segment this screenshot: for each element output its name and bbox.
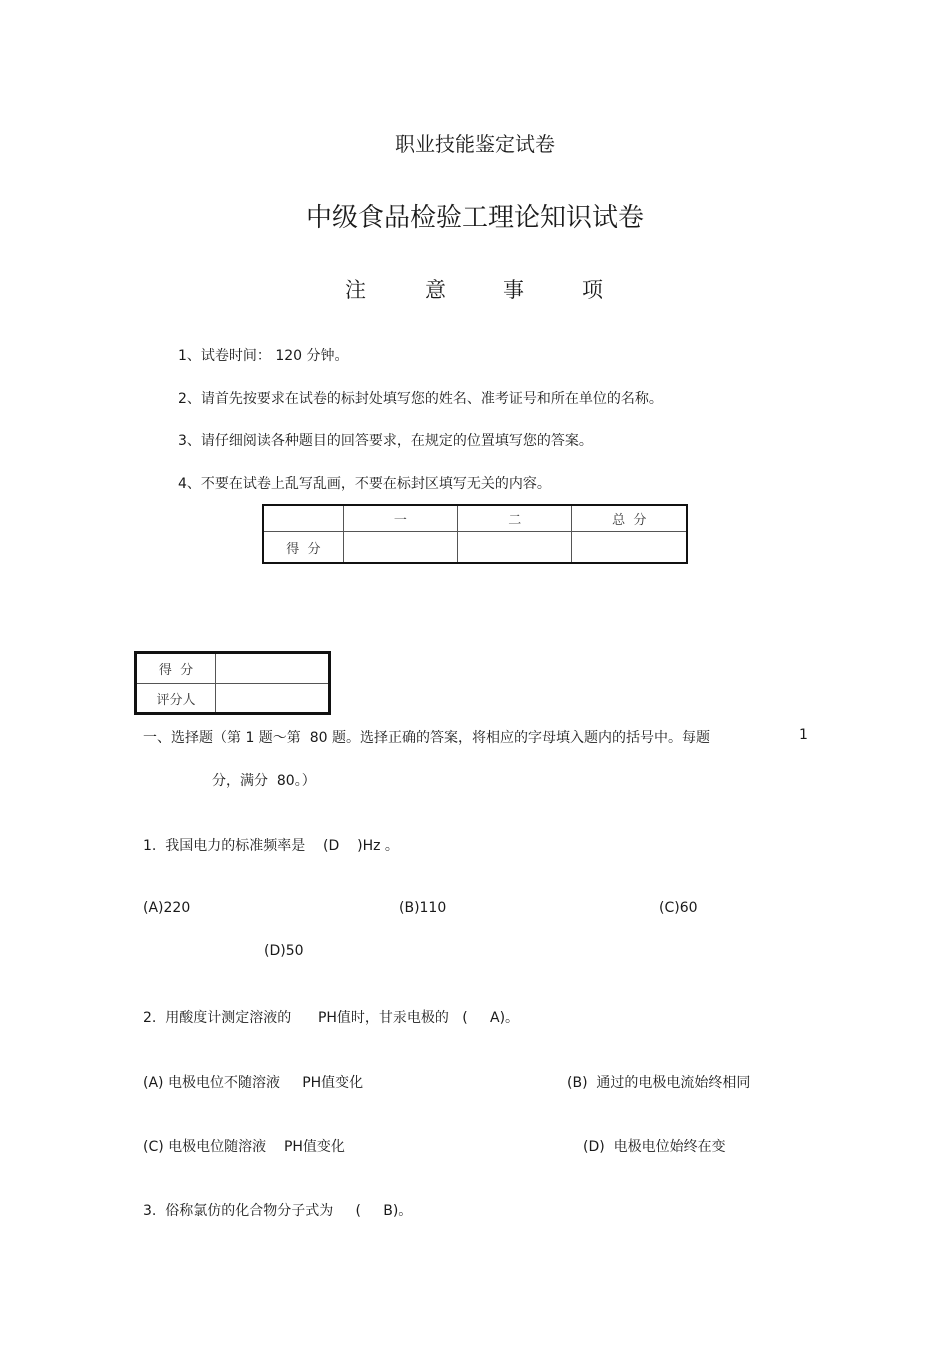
question-stem: 1. 我国电力的标准频率是 (D )Hz 。 bbox=[143, 838, 399, 854]
question-stem: 3. 俗称氯仿的化合物分子式为 ( B)。 bbox=[143, 1203, 413, 1219]
notice-item: 3、请仔细阅读各种题目的回答要求，在规定的位置填写您的答案。 bbox=[178, 433, 593, 449]
notice-heading-char-4: 项 bbox=[582, 278, 603, 302]
notice-item: 1、试卷时间： 120 分钟。 bbox=[178, 348, 349, 364]
exam-title: 中级食品检验工理论知识试卷 bbox=[305, 203, 644, 233]
notice-item: 2、请首先按要求在试卷的标封处填写您的姓名、准考证号和所在单位的名称。 bbox=[178, 391, 663, 407]
grader-box bbox=[134, 651, 331, 715]
score-table-row-label: 得 分 bbox=[263, 532, 343, 563]
option-d[interactable]: (D) 电极电位始终在变 bbox=[583, 1139, 726, 1155]
grader-name-cell[interactable] bbox=[216, 684, 330, 714]
grader-score-label: 得 分 bbox=[136, 653, 216, 684]
notice-heading-char-1: 注 bbox=[345, 278, 366, 302]
option-d[interactable]: (D)50 bbox=[264, 943, 304, 959]
option-c[interactable]: (C) 电极电位随溶液 PH值变化 bbox=[143, 1139, 345, 1155]
score-summary-table bbox=[262, 504, 688, 564]
score-cell-total[interactable] bbox=[572, 532, 687, 563]
grader-score-cell[interactable] bbox=[216, 653, 330, 684]
option-a[interactable]: (A) 电极电位不随溶液 PH值变化 bbox=[143, 1075, 364, 1091]
section1-instruction-cont: 分，满分 80。） bbox=[212, 773, 316, 789]
option-c[interactable]: (C)60 bbox=[659, 900, 698, 916]
notice-heading-char-3: 事 bbox=[503, 278, 524, 302]
option-b[interactable]: (B)110 bbox=[399, 900, 447, 916]
score-cell-part1[interactable] bbox=[343, 532, 457, 563]
section1-points-per-question: 1 bbox=[799, 727, 808, 743]
score-table-header-part2: 二 bbox=[458, 505, 572, 532]
option-b[interactable]: (B) 通过的电极电流始终相同 bbox=[567, 1075, 751, 1091]
section1-instruction: 一、选择题（第 1 题～第 80 题。选择正确的答案，将相应的字母填入题内的括号中。每题 bbox=[143, 730, 710, 746]
notice-item: 4、不要在试卷上乱写乱画，不要在标封区填写无关的内容。 bbox=[178, 476, 551, 492]
score-table-header-blank bbox=[263, 505, 343, 532]
score-table-header-total: 总 分 bbox=[572, 505, 687, 532]
notice-heading-char-2: 意 bbox=[425, 278, 446, 302]
score-cell-part2[interactable] bbox=[458, 532, 572, 563]
question-stem: 2. 用酸度计测定溶液的 PH值时，甘汞电极的 ( A)。 bbox=[143, 1010, 520, 1026]
grader-name-label: 评分人 bbox=[136, 684, 216, 714]
exam-category: 职业技能鉴定试卷 bbox=[395, 132, 555, 156]
score-table-header-part1: 一 bbox=[343, 505, 457, 532]
option-a[interactable]: (A)220 bbox=[143, 900, 191, 916]
